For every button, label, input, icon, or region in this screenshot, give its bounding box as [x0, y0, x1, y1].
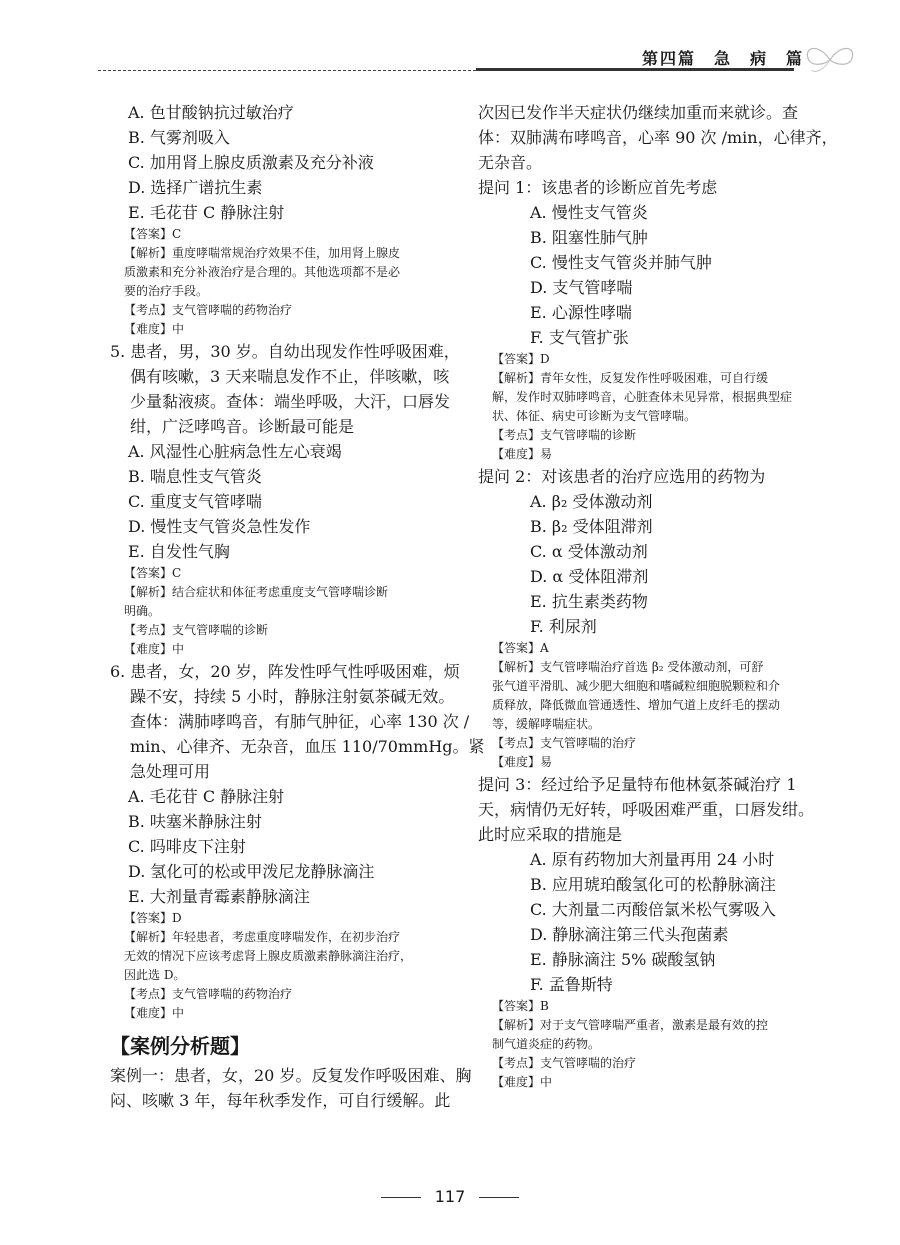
explanation-line: 解，发作时双肺哮鸣音，心脏查体未见异常，根据典型症: [492, 390, 793, 404]
explanation-line: 因此选 D。: [124, 968, 186, 982]
answer-option: E. 静脉滴注 5% 碳酸氢钠: [530, 950, 716, 969]
explanation-line: 【难度】易: [492, 755, 553, 769]
question-line: 案例一：患者，女，20 岁。反复发作呼吸困难、胸: [110, 1066, 472, 1085]
footer-dash-right: [479, 1197, 519, 1198]
explanation-line: 【考点】支气管哮喘的诊断: [492, 428, 637, 442]
question-line: 少量黏液痰。查体：端坐呼吸，大汗，口唇发: [130, 392, 451, 411]
explanation-line: 【考点】支气管哮喘的治疗: [492, 736, 637, 750]
question-line: 提问 1：该患者的诊断应首先考虑: [478, 178, 718, 197]
explanation-line: 【难度】中: [492, 1075, 553, 1089]
explanation-line: 【解析】重度哮喘常规治疗效果不佳，加用肾上腺皮: [124, 246, 401, 260]
explanation-line: 【难度】易: [492, 447, 553, 461]
answer-option: C. 加用肾上腺皮质激素及充分补液: [128, 153, 374, 172]
explanation-line: 【答案】A: [492, 641, 549, 655]
question-line: 绀，广泛哮鸣音。诊断最可能是: [130, 417, 355, 436]
explanation-line: 【解析】对于支气管哮喘严重者，激素是最有效的控: [492, 1018, 769, 1032]
question-line: 提问 2：对该患者的治疗应选用的药物为: [478, 467, 766, 486]
explanation-line: 【答案】D: [492, 352, 550, 366]
answer-option: E. 毛花苷 C 静脉注射: [128, 203, 285, 222]
question-line: 无杂音。: [478, 153, 543, 172]
explanation-line: 等，缓解哮喘症状。: [492, 717, 601, 731]
answer-option: C. 重度支气管哮喘: [128, 492, 262, 511]
answer-option: E. 大剂量青霉素静脉滴注: [128, 887, 310, 906]
header-solid-rule: [476, 68, 794, 71]
answer-option: B. 喘息性支气管炎: [128, 467, 262, 486]
chapter-title: 第四篇 急 病 篇: [641, 49, 804, 68]
answer-option: C. 大剂量二丙酸倍氯米松气雾吸入: [530, 900, 776, 919]
answer-option: A. β₂ 受体激动剂: [530, 492, 653, 511]
question-line: 查体：满肺哮鸣音，有肺气肿征，心率 130 次 /: [130, 712, 470, 731]
explanation-line: 【答案】C: [124, 227, 182, 241]
answer-option: D. 支气管哮喘: [530, 278, 633, 297]
answer-option: A. 毛花苷 C 静脉注射: [128, 787, 285, 806]
explanation-line: 【解析】年轻患者，考虑重度哮喘发作，在初步治疗: [124, 930, 401, 944]
answer-option: B. 阻塞性肺气肿: [530, 228, 648, 247]
question-line: 偶有咳嗽，3 天来喘息发作不止，伴咳嗽，咳: [130, 367, 450, 386]
explanation-line: 【解析】青年女性，反复发作性呼吸困难，可自行缓: [492, 371, 769, 385]
explanation-line: 【难度】中: [124, 1006, 185, 1020]
explanation-line: 状、体征、病史可诊断为支气管哮喘。: [492, 409, 697, 423]
explanation-line: 【答案】C: [124, 566, 182, 580]
question-line: 急处理可用: [130, 762, 211, 781]
explanation-line: 【考点】支气管哮喘的诊断: [124, 623, 269, 637]
explanation-line: 【解析】支气管哮喘治疗首选 β₂ 受体激动剂，可舒: [492, 660, 764, 674]
answer-option: A. 风湿性心脏病急性左心衰竭: [128, 442, 342, 461]
answer-option: B. 呋塞米静脉注射: [128, 812, 262, 831]
left-column: [110, 100, 485, 1113]
answer-option: F. 支气管扩张: [530, 328, 629, 347]
answer-option: C. 吗啡皮下注射: [128, 837, 246, 856]
answer-option: D. 慢性支气管炎急性发作: [128, 517, 311, 536]
explanation-line: 无效的情况下应该考虑肾上腺皮质激素静脉滴注治疗，: [124, 949, 413, 963]
explanation-line: 张气道平滑肌、减少肥大细胞和嗜碱粒细胞脱颗粒和介: [492, 679, 781, 693]
page-footer: [0, 1187, 900, 1206]
answer-option: C. α 受体激动剂: [530, 542, 648, 561]
answer-option: F. 孟鲁斯特: [530, 975, 613, 994]
answer-option: B. 应用琥珀酸氢化可的松静脉滴注: [530, 875, 776, 894]
explanation-line: 【考点】支气管哮喘的药物治疗: [124, 303, 293, 317]
page-number: 117: [434, 1187, 466, 1206]
section-title: 【案例分析题】: [110, 1034, 250, 1058]
answer-option: B. 气雾剂吸入: [128, 128, 230, 147]
header-dashed-rule: [98, 70, 476, 71]
explanation-line: 【难度】中: [124, 322, 185, 336]
answer-option: D. 氢化可的松或甲泼尼龙静脉滴注: [128, 862, 375, 881]
question-line: 提问 3：经过给予足量特布他林氨茶碱治疗 1: [478, 775, 797, 794]
answer-option: A. 色甘酸钠抗过敏治疗: [128, 103, 294, 122]
answer-option: B. β₂ 受体阻滞剂: [530, 517, 653, 536]
right-column: [478, 100, 838, 1092]
explanation-line: 质释放，降低微血管通透性、增加气道上皮纤毛的摆动: [492, 698, 781, 712]
question-line: 次因已发作半天症状仍继续加重而来就诊。查: [478, 103, 799, 122]
question-line: 6. 患者，女，20 岁，阵发性呼气性呼吸困难，烦: [110, 662, 460, 681]
question-line: 天，病情仍无好转，呼吸困难严重，口唇发绀。: [478, 800, 815, 819]
question-line: min、心律齐、无杂音，血压 110/70mmHg。紧: [130, 737, 485, 756]
question-line: 体：双肺满布哮鸣音，心率 90 次 /min，心律齐，: [478, 128, 838, 147]
explanation-line: 制气道炎症的药物。: [492, 1037, 601, 1051]
question-line: 躁不安，持续 5 小时，静脉注射氨茶碱无效。: [130, 687, 455, 706]
answer-option: D. α 受体阻滞剂: [530, 567, 649, 586]
explanation-line: 质激素和充分补液治疗是合理的。其他选项都不是必: [124, 265, 401, 279]
explanation-line: 【考点】支气管哮喘的药物治疗: [124, 987, 293, 1001]
answer-option: E. 心源性哮喘: [530, 303, 632, 322]
question-line: 5. 患者，男，30 岁。自幼出现发作性呼吸困难，: [110, 342, 460, 361]
explanation-line: 【答案】D: [124, 911, 182, 925]
answer-option: E. 抗生素类药物: [530, 592, 648, 611]
question-line: 此时应采取的措施是: [478, 825, 623, 844]
explanation-line: 【答案】B: [492, 999, 549, 1013]
answer-option: E. 自发性气胸: [128, 542, 230, 561]
explanation-line: 明确。: [124, 604, 161, 618]
answer-option: D. 选择广谱抗生素: [128, 178, 263, 197]
footer-dash-left: [381, 1197, 421, 1198]
explanation-line: 要的治疗手段。: [124, 284, 209, 298]
explanation-line: 【解析】结合症状和体征考虑重度支气管哮喘诊断: [124, 585, 389, 599]
answer-option: A. 原有药物加大剂量再用 24 小时: [530, 850, 775, 869]
explanation-line: 【难度】中: [124, 642, 185, 656]
butterfly-ornament-icon: [800, 42, 860, 76]
answer-option: C. 慢性支气管炎并肺气肿: [530, 253, 712, 272]
answer-option: A. 慢性支气管炎: [530, 203, 648, 222]
answer-option: D. 静脉滴注第三代头孢菌素: [530, 925, 729, 944]
explanation-line: 【考点】支气管哮喘的治疗: [492, 1056, 637, 1070]
answer-option: F. 利尿剂: [530, 617, 597, 636]
question-line: 闷、咳嗽 3 年，每年秋季发作，可自行缓解。此: [110, 1091, 451, 1110]
